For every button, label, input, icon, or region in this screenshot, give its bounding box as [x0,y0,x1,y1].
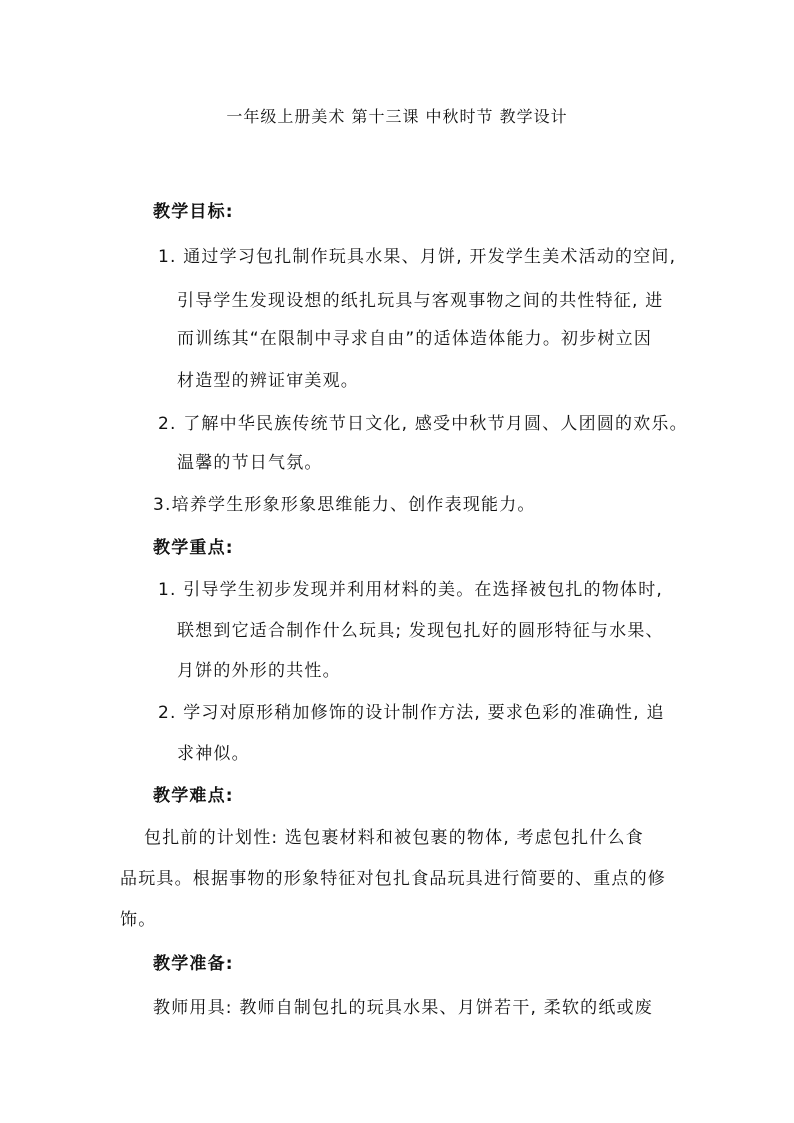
section-heading-preparation: 教学准备: [153,954,234,974]
key-point-1-line-2: 联想到它适合制作什么玩具; 发现包扎好的圆形特征与水果、 [177,621,664,641]
difficulties-line-2: 品玩具。根据事物的形象特征对包扎食品玩具进行简要的、重点的修 [120,869,666,889]
objective-2-line-2: 温馨的节日气氛。 [177,453,323,473]
objective-2-line-1: 2. 了解中华民族传统节日文化, 感受中秋节月圆、人团圆的欢乐。 [158,414,688,434]
objective-1-line-2: 引导学生发现设想的纸扎玩具与客观事物之间的共性特征, 进 [177,291,664,311]
preparation-line-1: 教师用具: 教师自制包扎的玩具水果、月饼若干, 柔软的纸或废 [153,998,653,1018]
key-point-2-line-1: 2. 学习对原形稍加修饰的设计制作方法, 要求色彩的准确性, 追 [158,703,665,723]
key-point-1-line-3: 月饼的外形的共性。 [177,661,341,681]
difficulties-line-3: 饰。 [120,910,157,930]
document-title: 一年级上册美术 第十三课 中秋时节 教学设计 [226,107,568,126]
objective-1-line-3: 而训练其“在限制中寻求自由”的适体造体能力。初步树立因 [177,329,653,349]
objective-1-line-1: 1. 通过学习包扎制作玩具水果、月饼, 开发学生美术活动的空间, [158,247,677,267]
key-point-2-line-2: 求神似。 [177,744,250,764]
objective-1-line-4: 材造型的辨证审美观。 [177,371,359,391]
objective-3-line-1: 3.培养学生形象形象思维能力、创作表现能力。 [153,495,536,515]
section-heading-key-points: 教学重点: [153,538,234,558]
difficulties-line-1: 包扎前的计划性: 选包裹材料和被包裹的物体, 考虑包扎什么食 [144,828,644,848]
key-point-1-line-1: 1. 引导学生初步发现并利用材料的美。在选择被包扎的物体时, [158,580,664,600]
section-heading-difficulties: 教学难点: [153,786,234,806]
section-heading-objectives: 教学目标: [153,202,234,222]
